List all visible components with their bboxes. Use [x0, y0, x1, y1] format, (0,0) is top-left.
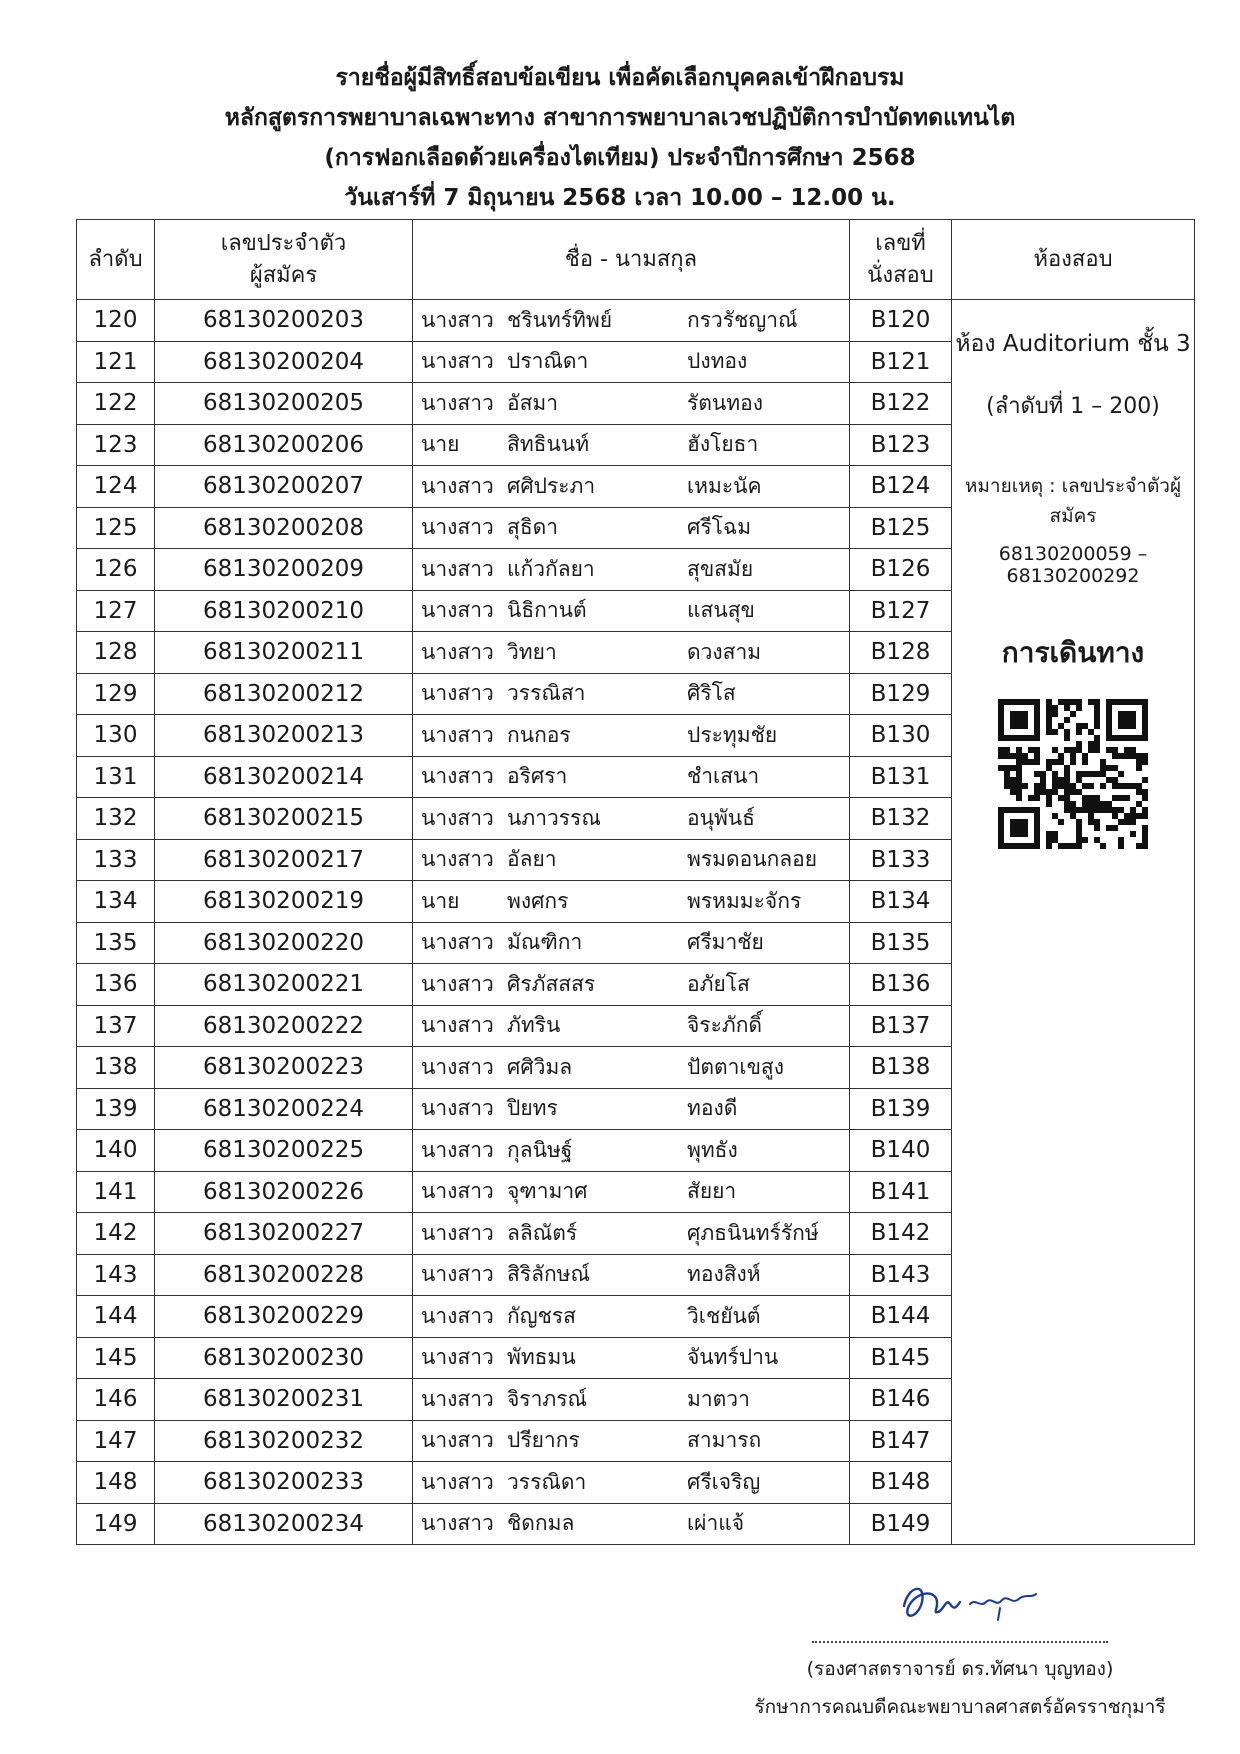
row-first-name: มัณฑิกา: [507, 930, 583, 955]
row-seq: 128: [77, 632, 155, 674]
row-seat: B132: [850, 798, 952, 840]
col-header-seat-line2: นั่งสอบ: [867, 262, 934, 288]
row-last-name: อภัยโส: [687, 971, 750, 996]
row-name: [413, 424, 850, 466]
row-first-name: อัลยา: [507, 847, 557, 872]
row-applicant-id: 68130200232: [155, 1420, 413, 1462]
row-title: นาย: [421, 432, 460, 457]
row-applicant-id: 68130200211: [155, 632, 413, 674]
row-applicant-id: 68130200213: [155, 715, 413, 757]
row-seat: B129: [850, 673, 952, 715]
row-name: [413, 1337, 850, 1379]
row-first-name: กัญชรส: [507, 1303, 576, 1328]
col-header-applicant-id: [155, 220, 413, 300]
row-seat: B121: [850, 341, 952, 383]
row-title: นางสาว: [421, 1262, 494, 1287]
row-first-name: ปิยทร: [507, 1096, 558, 1121]
col-header-seat-line1: เลขที่: [875, 230, 926, 256]
row-title: นางสาว: [421, 1054, 494, 1079]
row-seat: B130: [850, 715, 952, 757]
row-seat: B148: [850, 1462, 952, 1504]
row-first-name: ภัทริน: [507, 1013, 561, 1038]
row-name: [413, 1005, 850, 1047]
row-seq: 140: [77, 1130, 155, 1172]
row-name: [413, 1213, 850, 1255]
row-last-name: กรวรัชญาณ์: [687, 307, 798, 332]
row-last-name: รัตนทอง: [687, 390, 763, 415]
row-title: นางสาว: [421, 722, 494, 747]
row-last-name: ทองดี: [687, 1096, 738, 1121]
row-last-name: พรหมมะจักร: [687, 888, 802, 913]
row-seat: B126: [850, 549, 952, 591]
row-applicant-id: 68130200222: [155, 1005, 413, 1047]
row-first-name: จุฑามาศ: [507, 1179, 588, 1204]
signature-mark: [896, 1568, 1046, 1638]
note-label: หมายเหตุ : เลขประจำตัวผู้สมัคร: [964, 475, 1182, 527]
row-title: นางสาว: [421, 1179, 494, 1204]
row-first-name: วิทยา: [507, 639, 557, 664]
row-title: นาย: [421, 888, 460, 913]
table-body: [77, 300, 1195, 1545]
row-seat: B124: [850, 466, 952, 508]
row-last-name: ศิริโส: [687, 681, 736, 706]
row-seat: B134: [850, 881, 952, 923]
row-seq: 137: [77, 1005, 155, 1047]
row-title: นางสาว: [421, 1013, 494, 1038]
row-last-name: พรมดอนกลอย: [687, 847, 818, 872]
row-last-name: แสนสุข: [687, 598, 755, 623]
row-title: นางสาว: [421, 1303, 494, 1328]
row-title: นางสาว: [421, 1345, 494, 1370]
row-seq: 135: [77, 922, 155, 964]
row-last-name: สามารถ: [687, 1428, 762, 1453]
row-title: นางสาว: [421, 598, 494, 623]
row-seq: 148: [77, 1462, 155, 1504]
row-applicant-id: 68130200209: [155, 549, 413, 591]
row-seq: 143: [77, 1254, 155, 1296]
row-name: [413, 1379, 850, 1421]
room-name: ห้อง Auditorium ชั้น 3: [955, 331, 1191, 357]
row-name: [413, 798, 850, 840]
row-last-name: ดวงสาม: [687, 639, 762, 664]
row-applicant-id: 68130200234: [155, 1503, 413, 1545]
row-name: [413, 341, 850, 383]
row-first-name: กุลนิษฐ์: [507, 1137, 573, 1162]
row-applicant-id: 68130200217: [155, 839, 413, 881]
row-title: นางสาว: [421, 515, 494, 540]
row-applicant-id: 68130200223: [155, 1047, 413, 1089]
row-name: [413, 383, 850, 425]
row-applicant-id: 68130200233: [155, 1462, 413, 1504]
row-seat: B141: [850, 1171, 952, 1213]
row-applicant-id: 68130200224: [155, 1088, 413, 1130]
row-last-name: ศุภธนินทร์รักษ์: [687, 1220, 819, 1245]
row-seat: B123: [850, 424, 952, 466]
row-seat: B138: [850, 1047, 952, 1089]
row-applicant-id: 68130200204: [155, 341, 413, 383]
col-header-applicant-id-line1: เลขประจำตัว: [220, 230, 347, 256]
row-seq: 132: [77, 798, 155, 840]
row-last-name: ปัตตาเขสูง: [687, 1054, 785, 1079]
row-name: [413, 1088, 850, 1130]
row-first-name: จิราภรณ์: [507, 1386, 587, 1411]
row-seq: 147: [77, 1420, 155, 1462]
col-header-room: ห้องสอบ: [952, 220, 1195, 300]
row-name: [413, 1503, 850, 1545]
row-title: นางสาว: [421, 1428, 494, 1453]
row-seat: B122: [850, 383, 952, 425]
row-applicant-id: 68130200215: [155, 798, 413, 840]
row-first-name: ศศิประภา: [507, 473, 596, 498]
row-first-name: สิทธินนท์: [507, 432, 590, 457]
header-line-2: หลักสูตรการพยาบาลเฉพาะทาง สาขาการพยาบาลเวชปฏิบัติการบำบัดทดแทนไต: [224, 105, 1016, 131]
exam-room-cell: [952, 300, 1195, 1545]
header-line-3: (การฟอกเลือดด้วยเครื่องไตเทียม) ประจำปีการศึกษา 2568: [324, 145, 916, 171]
row-applicant-id: 68130200214: [155, 756, 413, 798]
row-applicant-id: 68130200226: [155, 1171, 413, 1213]
row-seat: B139: [850, 1088, 952, 1130]
row-title: นางสาว: [421, 971, 494, 996]
row-title: นางสาว: [421, 390, 494, 415]
note-id-range: 68130200059 – 68130200292: [998, 543, 1148, 587]
row-name: [413, 1296, 850, 1338]
row-seq: 139: [77, 1088, 155, 1130]
row-first-name: ชิดกมล: [507, 1511, 575, 1536]
row-name: [413, 1130, 850, 1172]
row-seat: B127: [850, 590, 952, 632]
row-first-name: สิริลักษณ์: [507, 1262, 591, 1287]
row-title: นางสาว: [421, 847, 494, 872]
row-title: นางสาว: [421, 1511, 494, 1536]
row-first-name: นิธิกานต์: [507, 598, 587, 623]
col-header-seat: [850, 220, 952, 300]
row-title: นางสาว: [421, 805, 494, 830]
row-last-name: ปงทอง: [687, 349, 748, 374]
header-line-1: รายชื่อผู้มีสิทธิ์สอบข้อเขียน เพื่อคัดเลือกบุคคลเข้าฝึกอบรม: [335, 65, 905, 91]
row-title: นางสาว: [421, 1096, 494, 1121]
row-first-name: นภาวรรณ: [507, 805, 601, 830]
row-first-name: พัทธมน: [507, 1345, 576, 1370]
row-first-name: ลลิณัตร์: [507, 1220, 578, 1245]
row-name: [413, 507, 850, 549]
row-seat: B147: [850, 1420, 952, 1462]
row-applicant-id: 68130200208: [155, 507, 413, 549]
row-applicant-id: 68130200229: [155, 1296, 413, 1338]
row-seq: 138: [77, 1047, 155, 1089]
row-applicant-id: 68130200227: [155, 1213, 413, 1255]
table-header-row: [77, 220, 1195, 300]
row-first-name: อัสมา: [507, 390, 559, 415]
row-title: นางสาว: [421, 556, 494, 581]
row-seq: 124: [77, 466, 155, 508]
row-first-name: วรรณิสา: [507, 681, 586, 706]
row-last-name: ฮังโยธา: [687, 432, 759, 457]
row-last-name: ศรีโฉม: [687, 515, 752, 540]
room-seq-range: (ลำดับที่ 1 – 200): [986, 394, 1160, 419]
table-row: [77, 300, 1195, 342]
row-applicant-id: 68130200228: [155, 1254, 413, 1296]
row-applicant-id: 68130200220: [155, 922, 413, 964]
row-last-name: อนุพันธ์: [687, 805, 755, 830]
qr-code-icon[interactable]: [998, 699, 1148, 849]
signatory-title: รักษาการคณบดีคณะพยาบาลศาสตร์อัครราชกุมารี: [754, 1696, 1166, 1718]
row-name: [413, 632, 850, 674]
row-last-name: วิเชยันต์: [687, 1303, 761, 1328]
row-name: [413, 715, 850, 757]
row-applicant-id: 68130200210: [155, 590, 413, 632]
row-name: [413, 466, 850, 508]
row-first-name: ศศิวิมล: [507, 1054, 573, 1079]
row-seat: B144: [850, 1296, 952, 1338]
row-seat: B120: [850, 300, 952, 342]
row-title: นางสาว: [421, 1220, 494, 1245]
row-seq: 130: [77, 715, 155, 757]
row-name: [413, 549, 850, 591]
row-name: [413, 1171, 850, 1213]
row-name: [413, 673, 850, 715]
row-applicant-id: 68130200205: [155, 383, 413, 425]
row-name: [413, 756, 850, 798]
row-last-name: เผ่าแจ้: [687, 1511, 745, 1536]
row-title: นางสาว: [421, 349, 494, 374]
row-seq: 131: [77, 756, 155, 798]
row-applicant-id: 68130200231: [155, 1379, 413, 1421]
row-last-name: ทองสิงห์: [687, 1262, 761, 1287]
row-seq: 146: [77, 1379, 155, 1421]
header-line-4: วันเสาร์ที่ 7 มิถุนายน 2568 เวลา 10.00 – 12.00 น.: [344, 185, 896, 211]
row-first-name: ศิรภัสสสร: [507, 971, 596, 996]
row-last-name: จันทร์ปาน: [687, 1345, 779, 1370]
row-name: [413, 1462, 850, 1504]
row-seat: B133: [850, 839, 952, 881]
document-header: [0, 58, 1240, 218]
row-seat: B149: [850, 1503, 952, 1545]
row-last-name: พุทธัง: [687, 1137, 738, 1162]
row-name: [413, 1420, 850, 1462]
row-applicant-id: 68130200219: [155, 881, 413, 923]
row-seat: B137: [850, 1005, 952, 1047]
row-seat: B146: [850, 1379, 952, 1421]
row-title: นางสาว: [421, 1469, 494, 1494]
row-name: [413, 590, 850, 632]
col-header-seq: ลำดับ: [77, 220, 155, 300]
row-name: [413, 1254, 850, 1296]
row-seq: 122: [77, 383, 155, 425]
row-seat: B145: [850, 1337, 952, 1379]
row-title: นางสาว: [421, 639, 494, 664]
row-seat: B135: [850, 922, 952, 964]
row-last-name: มาตวา: [687, 1386, 750, 1411]
row-seq: 126: [77, 549, 155, 591]
row-first-name: วรรณิดา: [507, 1469, 587, 1494]
row-seq: 127: [77, 590, 155, 632]
row-first-name: แก้วกัลยา: [507, 556, 595, 581]
row-last-name: สุขสมัย: [687, 556, 754, 581]
row-last-name: ประทุมชัย: [687, 722, 778, 747]
row-seq: 145: [77, 1337, 155, 1379]
row-name: [413, 300, 850, 342]
row-seat: B128: [850, 632, 952, 674]
row-last-name: เหมะนัค: [687, 473, 762, 498]
row-seq: 142: [77, 1213, 155, 1255]
row-seq: 125: [77, 507, 155, 549]
row-last-name: ศรีเจริญ: [687, 1469, 761, 1494]
row-applicant-id: 68130200221: [155, 964, 413, 1006]
row-first-name: อริศรา: [507, 764, 568, 789]
row-first-name: พงศกร: [507, 888, 569, 913]
row-title: นางสาว: [421, 1386, 494, 1411]
row-title: นางสาว: [421, 764, 494, 789]
row-first-name: กนกอร: [507, 722, 571, 747]
row-last-name: จิระภักดิ์: [687, 1013, 763, 1038]
row-seq: 133: [77, 839, 155, 881]
row-seat: B136: [850, 964, 952, 1006]
row-name: [413, 881, 850, 923]
row-seat: B140: [850, 1130, 952, 1172]
signatory-name: (รองศาสตราจารย์ ดร.ทัศนา บุญทอง): [806, 1658, 1114, 1680]
row-applicant-id: 68130200225: [155, 1130, 413, 1172]
row-applicant-id: 68130200207: [155, 466, 413, 508]
row-seq: 141: [77, 1171, 155, 1213]
row-seq: 129: [77, 673, 155, 715]
row-title: นางสาว: [421, 930, 494, 955]
row-title: นางสาว: [421, 1137, 494, 1162]
row-seat: B125: [850, 507, 952, 549]
row-last-name: ศรีมาชัย: [687, 930, 764, 955]
row-seq: 120: [77, 300, 155, 342]
row-title: นางสาว: [421, 307, 494, 332]
row-title: นางสาว: [421, 681, 494, 706]
row-seq: 144: [77, 1296, 155, 1338]
row-seat: B143: [850, 1254, 952, 1296]
row-seq: 136: [77, 964, 155, 1006]
row-name: [413, 922, 850, 964]
row-applicant-id: 68130200206: [155, 424, 413, 466]
row-last-name: สัยยา: [687, 1179, 737, 1204]
row-applicant-id: 68130200203: [155, 300, 413, 342]
row-seq: 123: [77, 424, 155, 466]
row-first-name: ปรียากร: [507, 1428, 580, 1453]
candidate-table: [76, 219, 1195, 1545]
row-last-name: ชำเสนา: [687, 764, 760, 789]
row-title: นางสาว: [421, 473, 494, 498]
row-name: [413, 1047, 850, 1089]
row-seat: B131: [850, 756, 952, 798]
row-name: [413, 839, 850, 881]
row-seq: 121: [77, 341, 155, 383]
row-name: [413, 964, 850, 1006]
row-applicant-id: 68130200212: [155, 673, 413, 715]
directions-label: การเดินทาง: [1001, 636, 1145, 669]
row-applicant-id: 68130200230: [155, 1337, 413, 1379]
row-seat: B142: [850, 1213, 952, 1255]
col-header-applicant-id-line2: ผู้สมัคร: [249, 262, 318, 288]
row-first-name: สุธิดา: [507, 515, 559, 540]
signature-line: [812, 1641, 1108, 1643]
row-seq: 149: [77, 1503, 155, 1545]
row-first-name: ชรินทร์ทิพย์: [507, 307, 612, 332]
col-header-name: ชื่อ - นามสกุล: [413, 220, 850, 300]
row-first-name: ปราณิดา: [507, 349, 589, 374]
row-seq: 134: [77, 881, 155, 923]
